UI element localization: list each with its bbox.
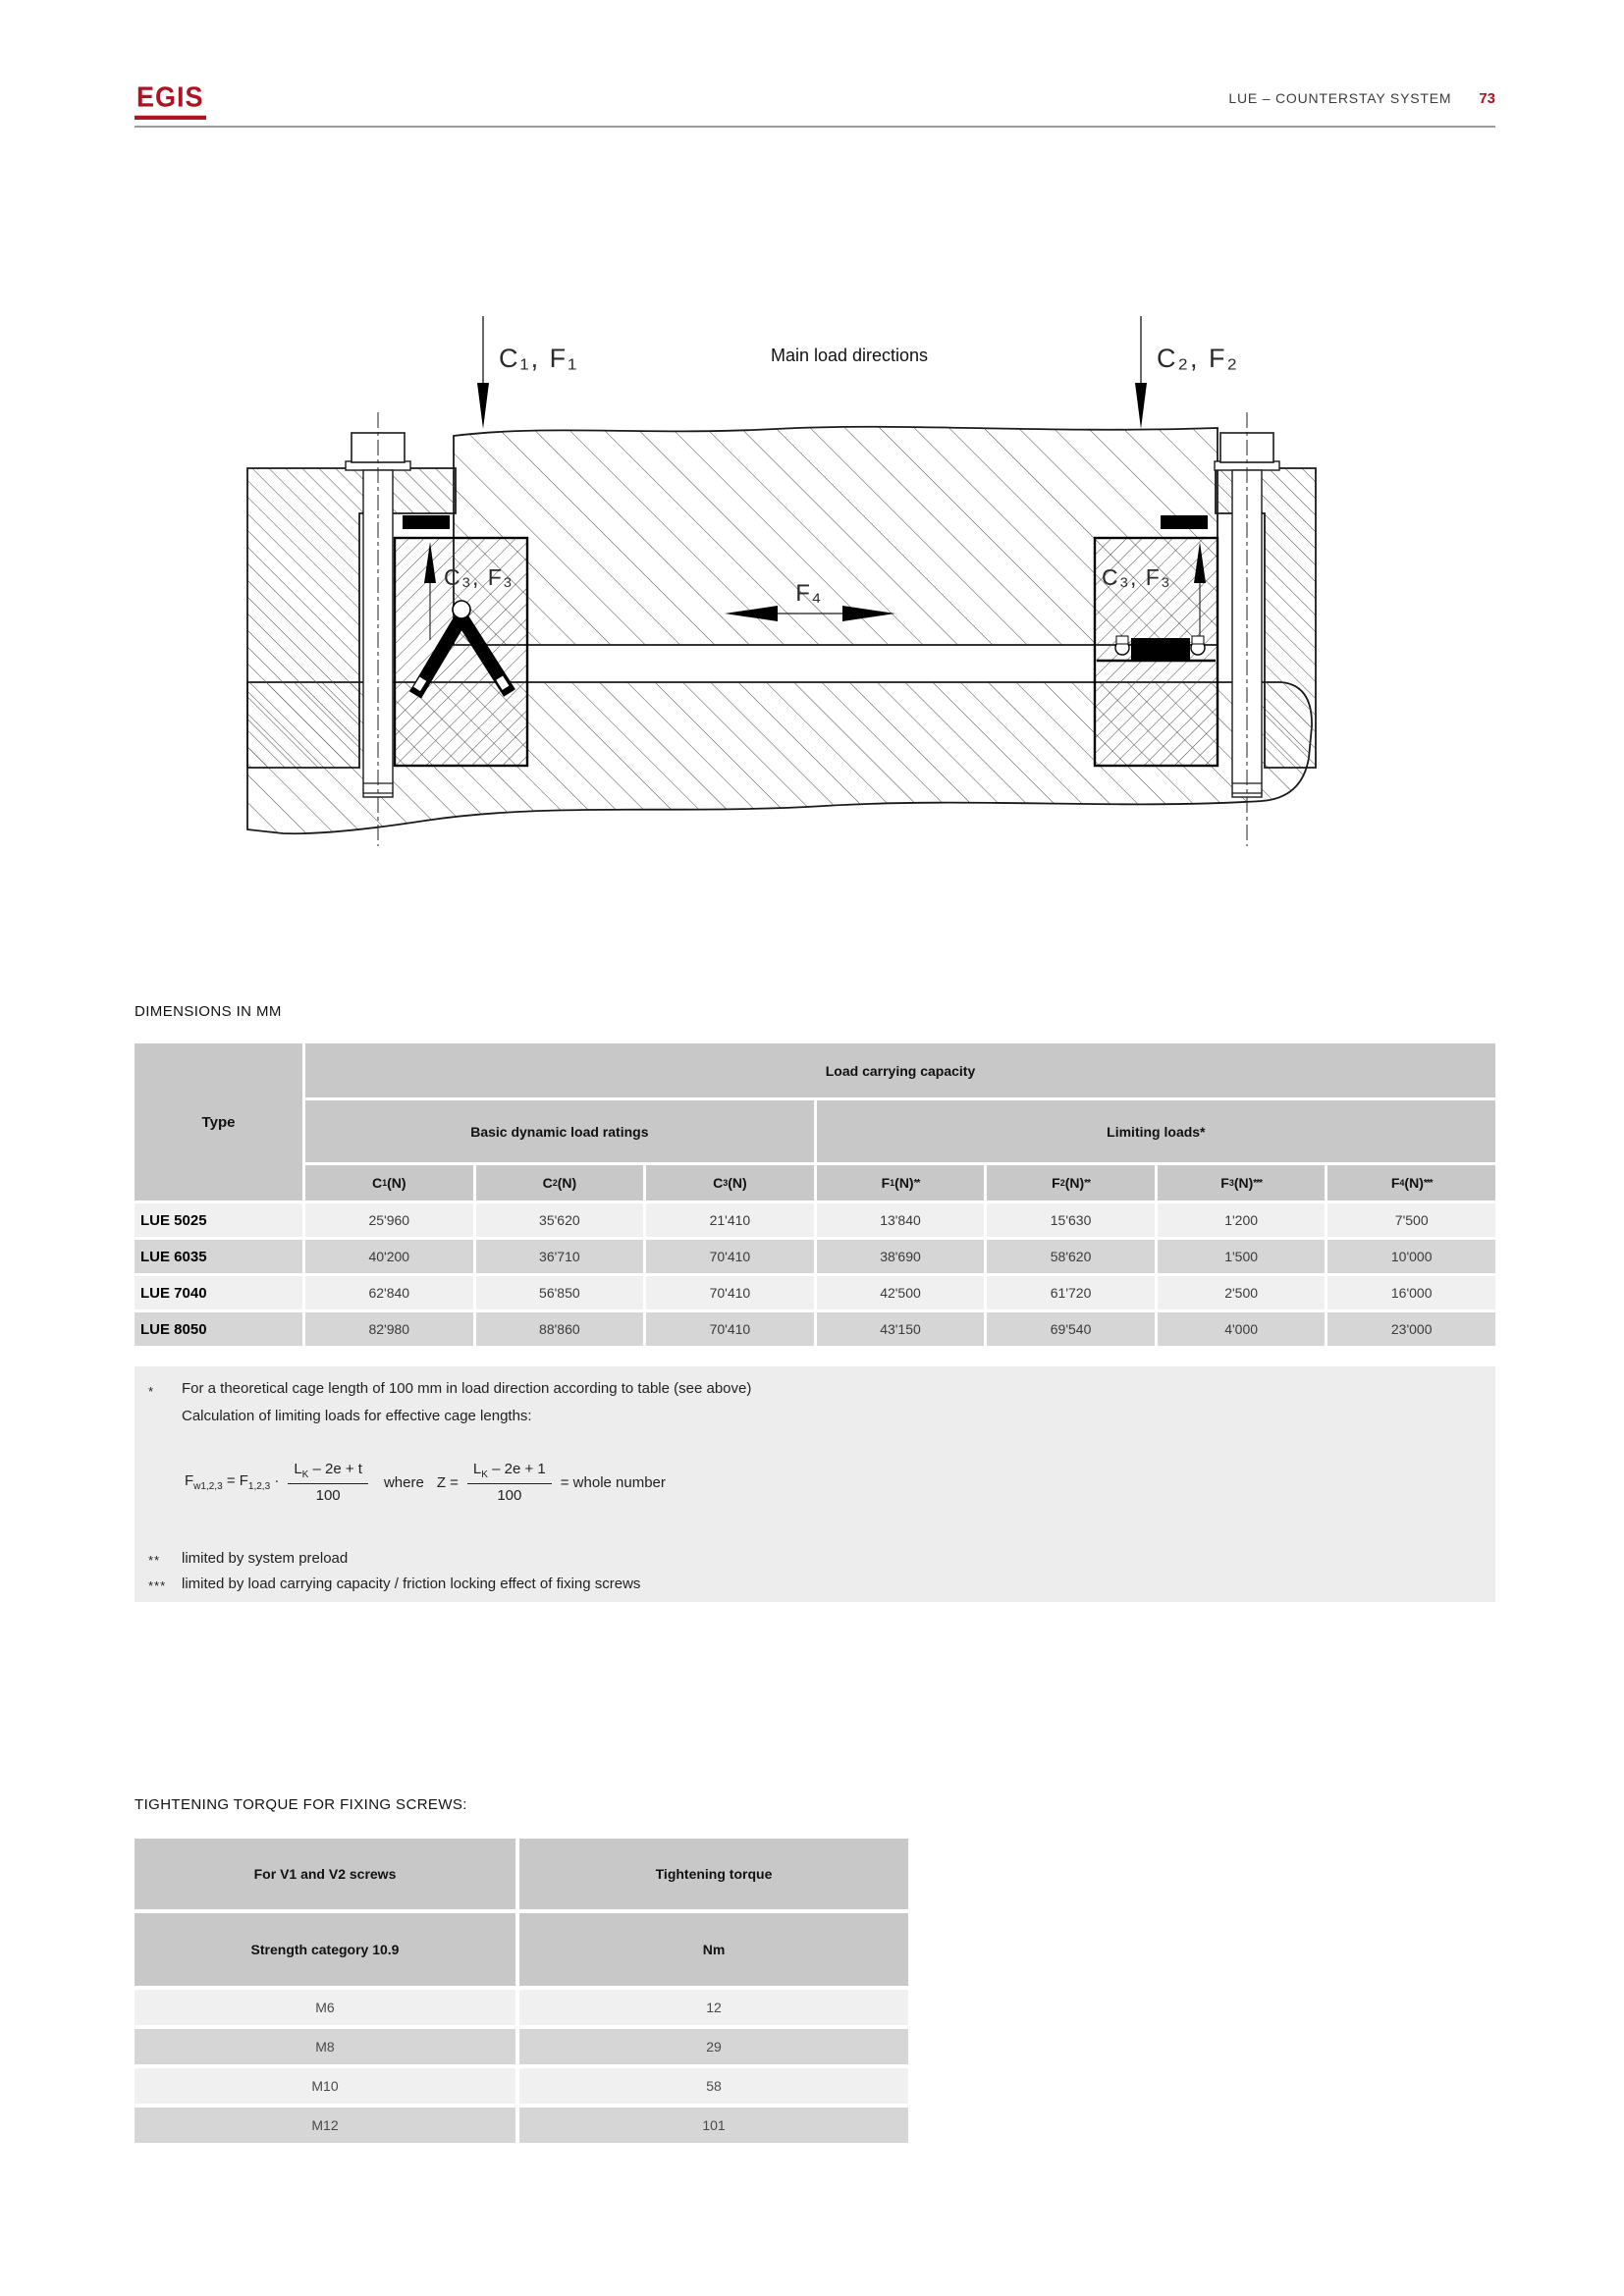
footnote-dstar-text: limited by system preload [182,1550,349,1567]
footnote-dstar-marker: ** [148,1553,161,1568]
torque-screw-m10: M10 [135,2068,515,2104]
subgroup-header-limiting: Limiting loads* [817,1100,1495,1162]
limiting-load-formula: $F_{w1,2,3} = F_{1,2,3}$ · $\frac{L_K - 2e + t}{100}$ where Z = $\frac{L_K - 2e + 1}{100}$ = whole number [185,1461,666,1504]
page-header [1228,90,1495,107]
footnotes-box [135,1366,1495,1602]
footnote-star-line1: For a theoretical cage length of 100 mm in load direction according to table (see above) [182,1380,752,1397]
torque-value-m8: 29 [519,2029,908,2064]
table-value: 42'500 [817,1276,985,1309]
row-type-lue6035: LUE 6035 [135,1240,302,1273]
torque-sub-header-nm: Nm [519,1913,908,1986]
counterstay-cross-section-drawing [196,291,1335,870]
col-header-f1: F 1 (N) ** [817,1165,985,1201]
table-value: 70'410 [646,1276,814,1309]
row-type-lue5025: LUE 5025 [135,1203,302,1237]
drawing-label-c3f3-left: C₃, F₃ [444,564,514,590]
header-rule [135,126,1495,128]
table-value: 35'620 [476,1203,644,1237]
footnote-tstar-text: limited by load carrying capacity / friction locking effect of fixing screws [182,1575,641,1592]
table-value: 36'710 [476,1240,644,1273]
table-value: 56'850 [476,1276,644,1309]
torque-value-m12: 101 [519,2108,908,2143]
drawing-label-c1f1: C₁, F₁ [499,344,579,373]
table-value: 25'960 [305,1203,473,1237]
row-type-lue7040: LUE 7040 [135,1276,302,1309]
table-value: 1'200 [1158,1203,1326,1237]
col-header-c2: C 2 (N) [476,1165,644,1201]
table-value: 1'500 [1158,1240,1326,1273]
torque-value-m6: 12 [519,1990,908,2025]
col-header-f3: F 3 (N) *** [1158,1165,1326,1201]
tightening-torque-table [135,1839,908,2143]
col-header-c3: C 3 (N) [646,1165,814,1201]
left-preload-bar [403,515,450,529]
table-value: 88'860 [476,1312,644,1346]
drawing-title: Main load directions [770,346,929,365]
drawing-label-c3f3-right: C₃, F₃ [1102,564,1172,590]
table-value: 62'840 [305,1276,473,1309]
right-preload-bar [1161,515,1208,529]
dimensions-label: DIMENSIONS IN MM [135,1003,282,1020]
torque-screw-m12: M12 [135,2108,515,2143]
row-type-lue8050: LUE 8050 [135,1312,302,1346]
table-value: 13'840 [817,1203,985,1237]
table-value: 2'500 [1158,1276,1326,1309]
footnote-star-line2: Calculation of limiting loads for effective cage lengths: [182,1408,532,1424]
table-value: 70'410 [646,1240,814,1273]
table-value: 23'000 [1327,1312,1495,1346]
table-value: 69'540 [987,1312,1155,1346]
torque-col-header-torque: Tightening torque [519,1839,908,1909]
drawing-label-c2f2: C₂, F₂ [1157,344,1239,373]
footnote-tstar-marker: *** [148,1578,167,1593]
col-header-f4: F 4 (N) *** [1327,1165,1495,1201]
table-value: 21'410 [646,1203,814,1237]
table-value: 61'720 [987,1276,1155,1309]
table-value: 70'410 [646,1312,814,1346]
subgroup-header-dynamic: Basic dynamic load ratings [305,1100,814,1162]
footnote-star-marker: * [148,1384,155,1399]
torque-screw-m6: M6 [135,1990,515,2025]
torque-sub-header-strength: Strength category 10.9 [135,1913,515,1986]
torque-screw-m8: M8 [135,2029,515,2064]
page-number: 73 [1479,90,1495,107]
col-header-c1: C 1 (N) [305,1165,473,1201]
table-value: 43'150 [817,1312,985,1346]
col-header-type: Type [135,1043,302,1201]
table-value: 38'690 [817,1240,985,1273]
torque-section-title: TIGHTENING TORQUE FOR FIXING SCREWS: [135,1796,467,1813]
fraction-2: $\frac{L_K - 2e + 1}{100}$ [467,1461,552,1504]
table-value: 82'980 [305,1312,473,1346]
fraction-1: $\frac{L_K - 2e + t}{100}$ [288,1461,368,1504]
group-header-load-capacity: Load carrying capacity [305,1043,1495,1097]
table-value: 10'000 [1327,1240,1495,1273]
egis-logo: EGIS [135,81,206,120]
section-title: LUE – COUNTERSTAY SYSTEM [1228,90,1452,106]
torque-col-header-screws: For V1 and V2 screws [135,1839,515,1909]
table-value: 16'000 [1327,1276,1495,1309]
table-value: 7'500 [1327,1203,1495,1237]
table-value: 15'630 [987,1203,1155,1237]
drawing-label-f4: F₄ [795,580,823,607]
col-header-f2: F 2 (N) ** [987,1165,1155,1201]
table-value: 4'000 [1158,1312,1326,1346]
torque-value-m10: 58 [519,2068,908,2104]
table-value: 58'620 [987,1240,1155,1273]
load-capacity-table [135,1043,1495,1346]
table-value: 40'200 [305,1240,473,1273]
